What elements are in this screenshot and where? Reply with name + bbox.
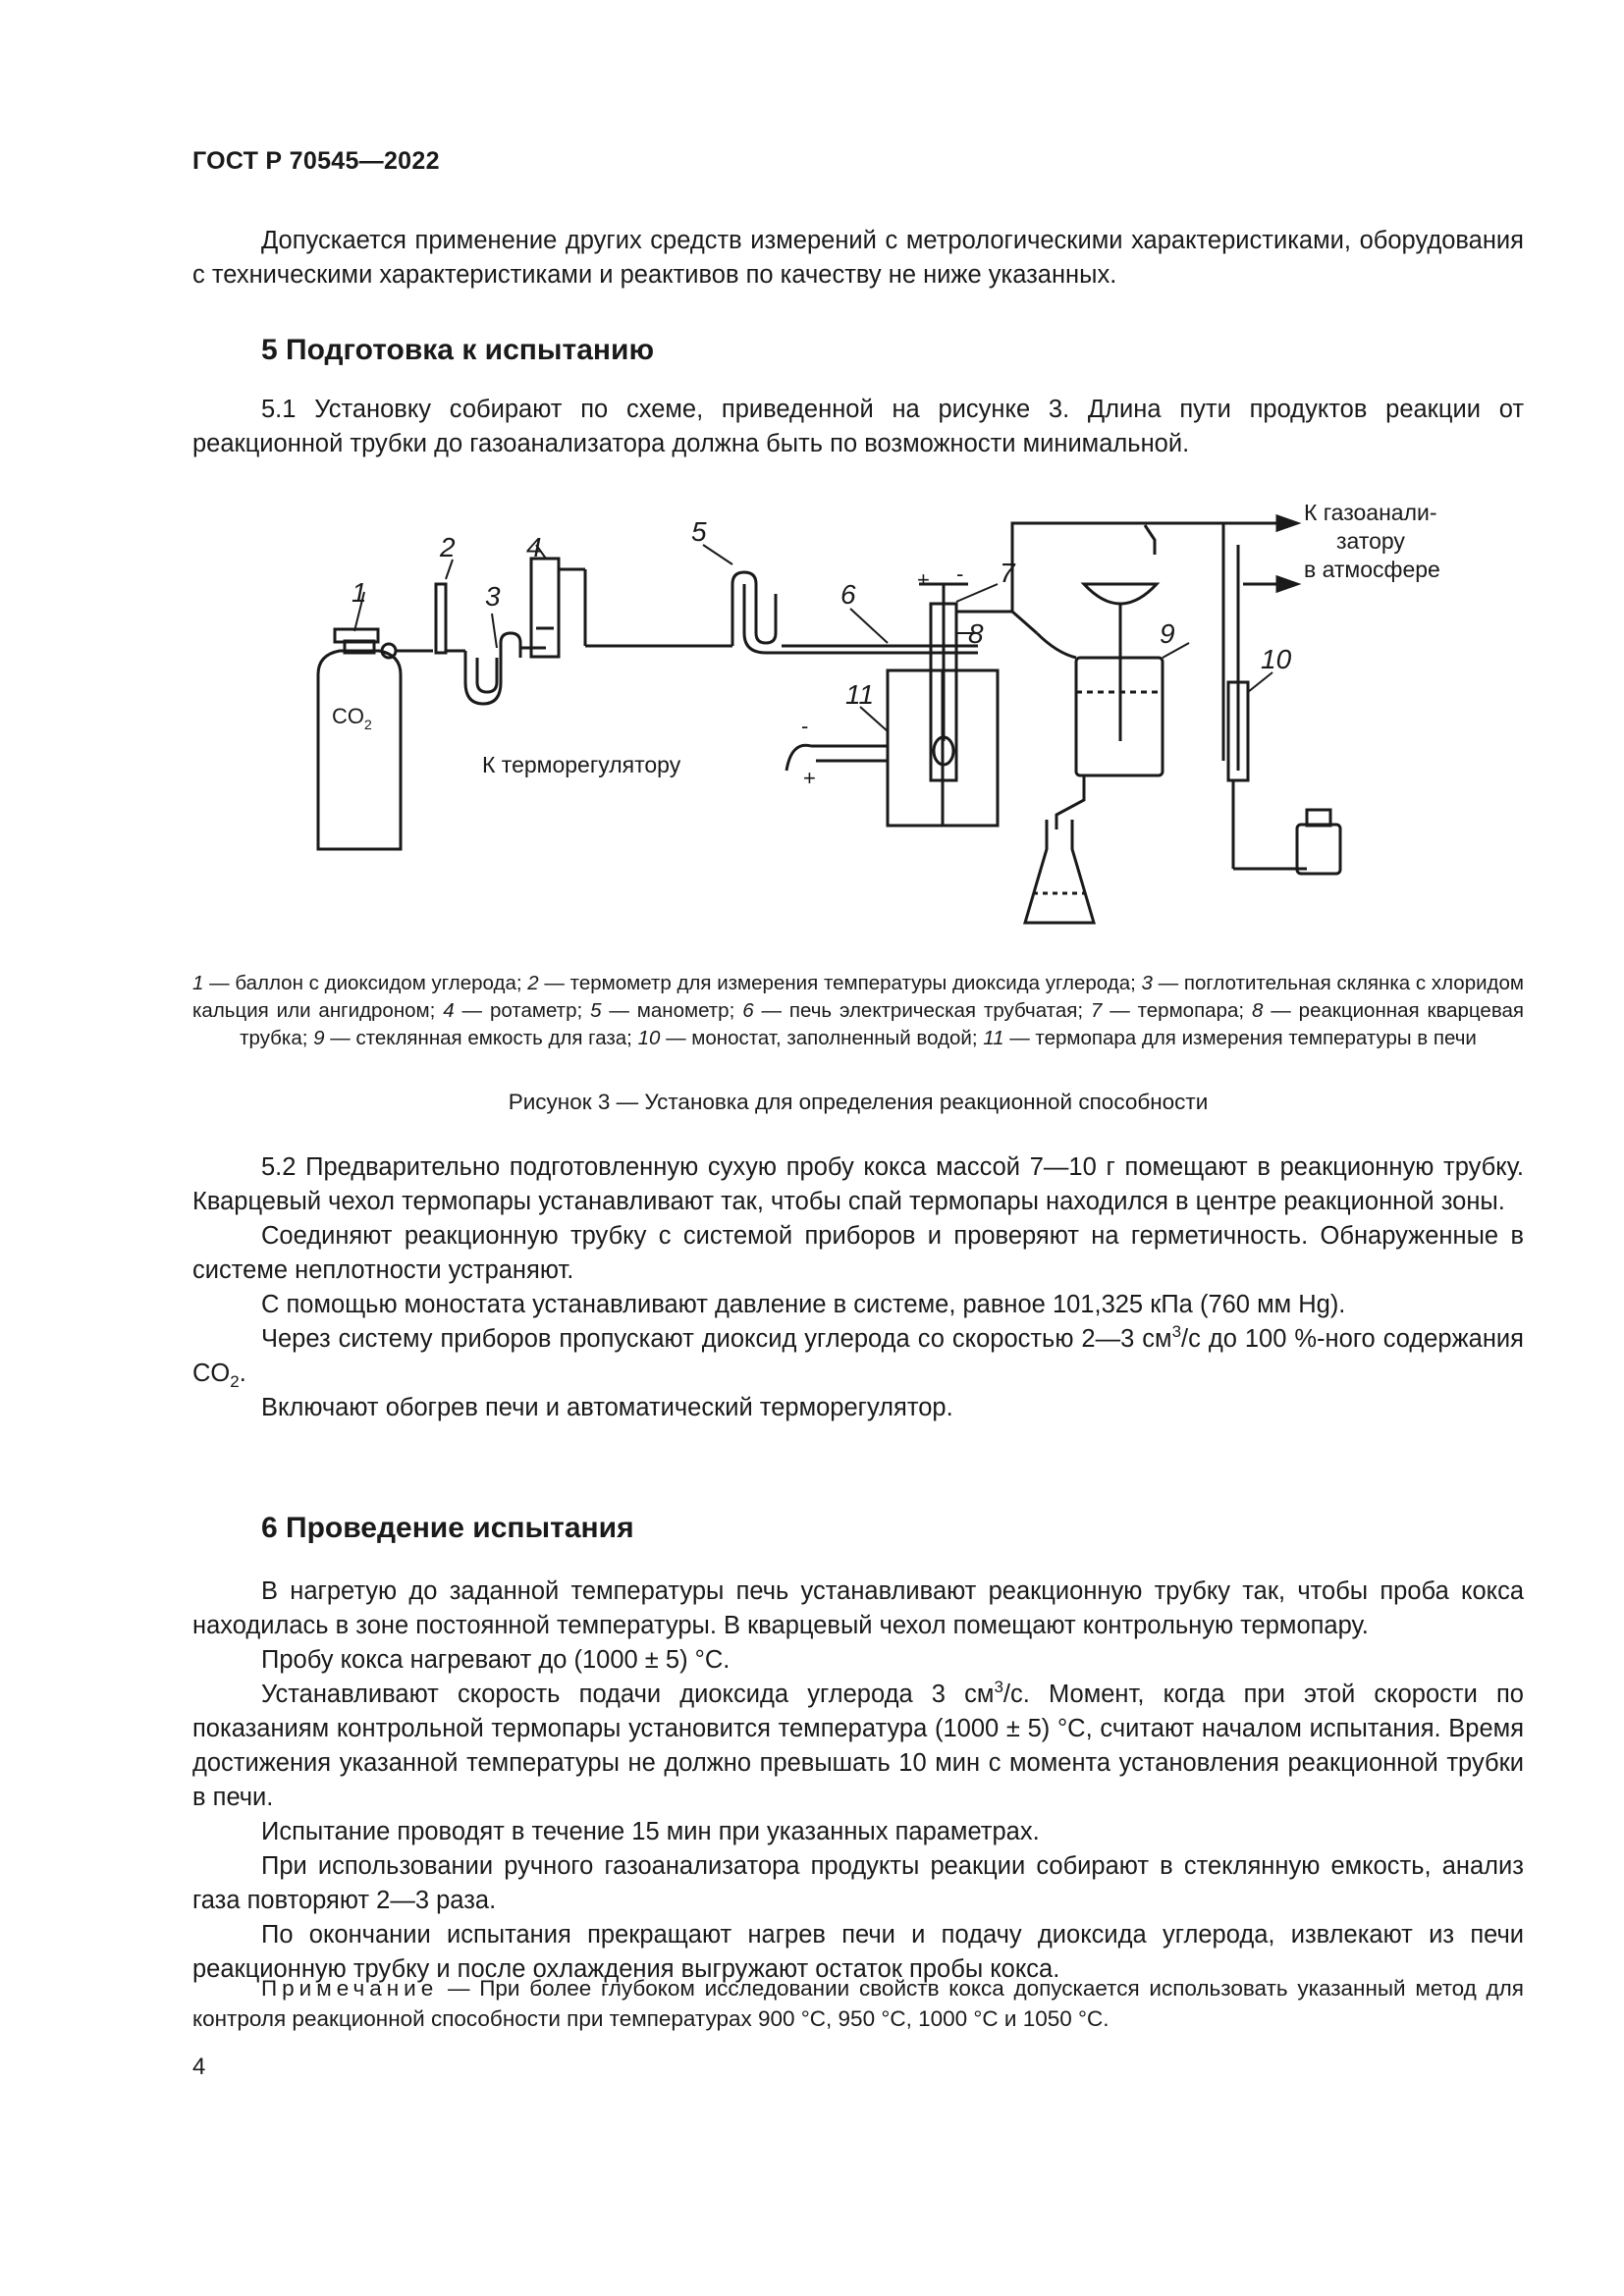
callout-5: 5 (691, 516, 707, 547)
legend-item: 4 — ротаметр; (443, 999, 591, 1022)
figure-legend (192, 970, 1524, 1052)
callout-7: 7 (1000, 558, 1015, 588)
outlet-arrows (1223, 516, 1297, 591)
paragraph-5-2-flow: Через систему приборов пропускают диоксид углерода со скоростью 2—3 $см^3/с$ до 100 %-ного содержания $CO_2$. (192, 1322, 1524, 1391)
paragraph-5-2-heating: Включают обогрев печи и автоматический терморегулятор. (261, 1394, 953, 1421)
note (192, 1973, 1524, 2034)
paragraph-5-2: 5.2 Предварительно подготовленную сухую пробу кокса массой 7—10 г помещают в реакционную трубку. Кварцевый чехол термопары устанавливают так, чтобы спай термопары находился в центре реакционной зоны. (192, 1153, 1524, 1215)
document-header: ГОСТ Р 70545—2022 (192, 147, 440, 175)
figure-3-diagram (291, 486, 1567, 967)
callout-1: 1 (352, 577, 367, 608)
label-to-analyzer-2: затору (1336, 528, 1405, 554)
legend-item: 1 — баллон с диоксидом углерода; (192, 972, 528, 994)
paragraph-6-2: Пробу кокса нагревают до (1000 ± 5) °С. (261, 1646, 731, 1674)
legend-item: 2 — термометр для измерения температуры диоксида углерода; (527, 972, 1142, 994)
gas-vessel (1056, 584, 1163, 829)
section-6-title: 6 Проведение испытания (261, 1512, 634, 1544)
callout-8: 8 (968, 618, 984, 649)
legend-item: 10 — моностат, заполненный водой; (637, 1027, 984, 1049)
tube-furnace (786, 584, 998, 826)
legend-item: 9 — стеклянная емкость для газа; (313, 1027, 638, 1049)
figure-caption: Рисунок 3 — Установка для определения реакционной способности (508, 1090, 1209, 1114)
note-label: Примечание (261, 1976, 439, 2001)
section-5-2-block (192, 1150, 1524, 1425)
paragraph-6-5: При использовании ручного газоанализатора продукты реакции собирают в стеклянную емкость, анализ газа повторяют 2—3 раза. (192, 1852, 1524, 1914)
callout-10: 10 (1261, 644, 1292, 674)
label-to-analyzer-1: К газоанали- (1304, 500, 1437, 525)
legend-item: 6 — печь электрическая трубчатая; (742, 999, 1091, 1022)
paragraph-6-6: По окончании испытания прекращают нагрев печи и подачу диоксида углерода, извлекают из печи реакционную трубку и после охлаждения выгружают остаток пробы кокса. (192, 1921, 1524, 1983)
thermocouple-plus: + (917, 567, 930, 592)
paragraph-5-2-pressure: С помощью моностата устанавливают давление в системе, равное 101,325 кПа (760 мм Hg). (261, 1291, 1346, 1318)
paragraph-5-1: 5.1 Установку собирают по схеме, приведенной на рисунке 3. Длина пути продуктов реакции от реакционной трубки до газоанализатора должна быть по возможности минимальной. (192, 396, 1524, 457)
label-to-thermoregulator: К терморегулятору (482, 752, 681, 777)
legend-item: 3 — поглотительная склянка с хлоридом кальция или ангидроном; (192, 972, 1524, 1022)
monostat (1223, 545, 1340, 874)
rotameter (531, 559, 585, 657)
legend-item: 5 — манометр; (590, 999, 743, 1022)
paragraph-5-2-connect: Соединяют реакционную трубку с системой приборов и проверяют на герметичность. Обнаруженные в системе неплотности устраняют. (192, 1222, 1524, 1284)
section-5-title-block (192, 334, 1524, 367)
callout-3: 3 (485, 581, 501, 612)
legend-item: 7 — термопара; (1090, 999, 1252, 1022)
intro-block (192, 224, 1524, 293)
legend-item: 11 — термопара для измерения температуры в печи (983, 1027, 1477, 1049)
section-5-title: 5 Подготовка к испытанию (261, 334, 655, 366)
callout-9: 9 (1160, 618, 1175, 649)
legend-item: 8 — реакционная кварцевая трубка; (240, 999, 1524, 1049)
section-6-title-block (192, 1512, 1524, 1545)
thermocouple-minus: - (956, 561, 964, 586)
paragraph-6-4: Испытание проводят в течение 15 мин при указанных параметрах. (261, 1818, 1040, 1845)
section-6-block (192, 1575, 1524, 1987)
regulator-plus: + (803, 766, 816, 790)
callout-4: 4 (526, 532, 542, 562)
co2-cylinder (318, 629, 401, 849)
note-text: — При более глубоком исследовании свойств кокса допускается использовать указанный метод для контроля реакционной способности при температурах 900 °С, 950 °С, 1000 °С и 1050 °С. (192, 1976, 1524, 2031)
page-number: 4 (192, 2054, 206, 2080)
callout-6: 6 (840, 579, 856, 610)
collection-flask (1025, 820, 1094, 923)
section-5-1-block (192, 393, 1524, 461)
paragraph-6-3: Устанавливают скорость подачи диоксида углерода 3 $см^3/с$. Момент, когда при этой скорости по показаниям контрольной термопары установится температура (1000 ± 5) °С, считают началом испытания. Время достижения указанной температуры не должно превышать 10 мин с момента установления реакционной трубки в печи. (192, 1678, 1524, 1811)
regulator-minus: - (801, 714, 809, 738)
intro-paragraph: Допускается применение других средств измерений с метрологическими характеристиками, оборудования с техническими характеристиками и реактивов по качеству не ниже указанных. (192, 227, 1524, 289)
label-to-atmosphere: в атмосфере (1304, 557, 1440, 582)
callout-11: 11 (845, 679, 875, 710)
thermometer-and-absorber (396, 584, 546, 704)
paragraph-6-1: В нагретую до заданной температуры печь устанавливают реакционную трубку так, чтобы проба кокса находилась в зоне постоянной температуры. В кварцевый чехол помещают контрольную термопару. (192, 1577, 1524, 1639)
co2-label: $CO_2$ (332, 704, 372, 732)
callout-2: 2 (440, 532, 456, 562)
